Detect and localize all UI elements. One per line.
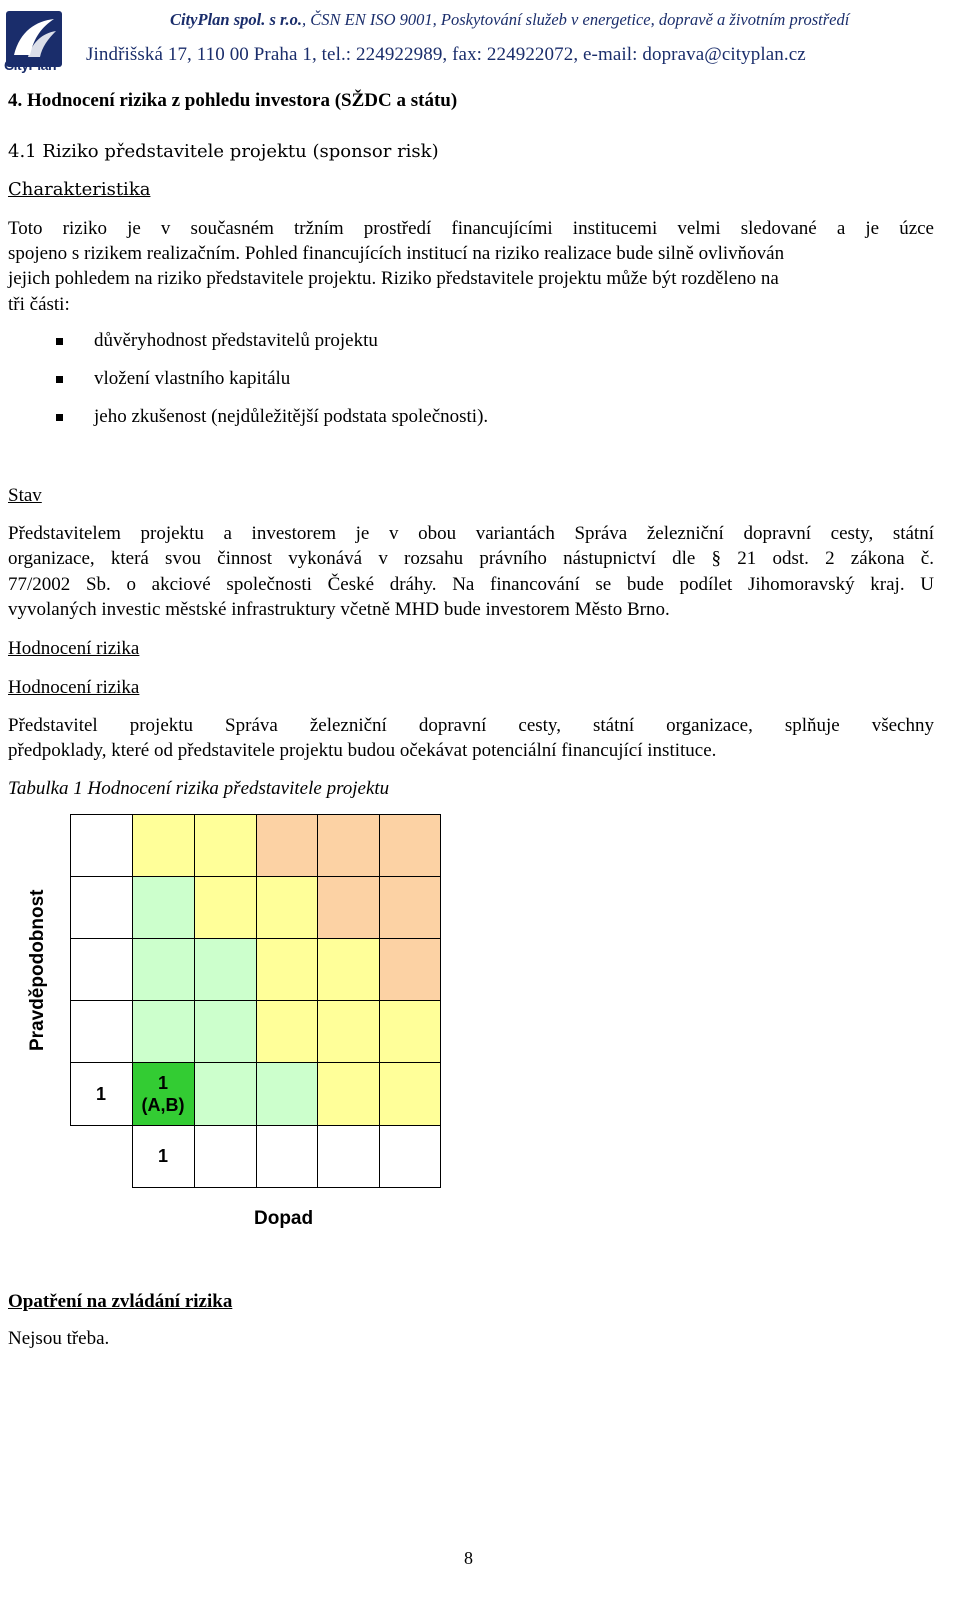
matrix-cell — [317, 814, 380, 877]
list-item: vložení vlastního kapitálu — [94, 368, 291, 389]
paragraph-line: jejich pohledem na riziko představitele projektu. Riziko představitele projektu může být rozděleno na — [8, 268, 779, 289]
paragraph-line: Toto riziko je v současném tržním prostředí financujícími institucemi velmi sledované a je úzce — [8, 218, 934, 239]
row-label: 1 — [95, 1084, 106, 1104]
matrix-cell — [317, 876, 380, 939]
matrix-cell — [132, 876, 195, 939]
matrix-cell — [132, 938, 195, 1001]
matrix-cell — [379, 938, 441, 1001]
bullet-marker — [56, 338, 63, 345]
paragraph-line: Představitelem projektu a investorem je v obou variantách Správa železniční dopravní cesty, státní — [8, 523, 934, 544]
matrix-cell — [194, 1125, 257, 1188]
hodnoceni-heading: Hodnocení rizika — [8, 638, 140, 659]
stav-heading: Stav — [8, 485, 42, 506]
matrix-cell — [194, 876, 257, 939]
bullet-marker — [56, 376, 63, 383]
header-company-line — [170, 10, 849, 30]
matrix-cell — [256, 876, 318, 939]
matrix-cell — [379, 876, 441, 939]
paragraph-line: předpoklady, které od představitele projektu budou očekávat potenciální financující instituce. — [8, 740, 717, 761]
matrix-cell — [379, 1062, 441, 1126]
x-axis-label: Dopad — [254, 1208, 314, 1229]
matrix-cell — [317, 1125, 380, 1188]
bullet-marker — [56, 414, 63, 421]
matrix-cell — [70, 814, 133, 877]
matrix-cell — [70, 876, 133, 939]
subsection-title: 4.1 Riziko představitele projektu (sponsor risk) — [8, 141, 439, 162]
list-item: důvěryhodnost představitelů projektu — [94, 330, 378, 351]
company-description: , ČSN EN ISO 9001, Poskytování služeb v energetice, dopravě a životním prostředí — [302, 10, 850, 29]
matrix-cell — [317, 938, 380, 1001]
marked-cell-label: 1 (A,B) — [141, 1073, 185, 1115]
list-item: jeho zkušenost (nejdůležitější podstata společnosti). — [94, 406, 489, 427]
matrix-cell — [379, 1125, 441, 1188]
company-name: CityPlan spol. s r.o. — [170, 10, 303, 29]
matrix-cell — [256, 1125, 318, 1188]
matrix-cell — [256, 1000, 318, 1063]
matrix-cell — [256, 814, 318, 877]
page-number: 8 — [464, 1548, 473, 1568]
paragraph-line: tři části: — [8, 294, 70, 315]
matrix-cell — [317, 1062, 380, 1126]
column-label: 1 — [157, 1146, 168, 1166]
matrix-cell — [132, 814, 195, 877]
logo-text: CityPlan — [4, 57, 57, 73]
y-axis-label: Pravděpodobnost — [27, 889, 48, 1051]
matrix-cell — [256, 938, 318, 1001]
paragraph-line: 77/2002 Sb. o akciové společnosti České dráhy. Na financování se bude podílet Jihomoravský kraj. U — [8, 574, 934, 595]
matrix-cell — [317, 1000, 380, 1063]
matrix-cell — [194, 814, 257, 877]
paragraph-line: Představitel projektu Správa železniční dopravní cesty, státní organizace, splňuje všechny — [8, 715, 934, 736]
paragraph-line: organizace, která svou činnost vykonává v rozsahu právního nástupnictví dle § 21 odst. 2 zákona č. — [8, 548, 934, 569]
matrix-cell — [194, 938, 257, 1001]
opatreni-heading: Opatření na zvládání rizika — [8, 1291, 233, 1312]
matrix-cell — [132, 1000, 195, 1063]
matrix-cell — [194, 1000, 257, 1063]
header-address-line: Jindřišská 17, 110 00 Praha 1, tel.: 224922989, fax: 224922072, e-mail: doprava@cityplan.cz — [86, 44, 806, 65]
hodnoceni-heading-repeat: Hodnocení rizika — [8, 677, 140, 698]
opatreni-text: Nejsou třeba. — [8, 1328, 110, 1349]
charakteristika-heading: Charakteristika — [8, 179, 151, 200]
table-caption: Tabulka 1 Hodnocení rizika představitele projektu — [8, 778, 390, 799]
paragraph-line: spojeno s rizikem realizačním. Pohled financujících institucí na riziko realizace bude silně ovlivňován — [8, 243, 785, 264]
matrix-cell — [379, 814, 441, 877]
matrix-cell — [379, 1000, 441, 1063]
matrix-cell — [70, 938, 133, 1001]
paragraph-line: vyvolaných investic městské infrastruktury včetně MHD bude investorem Město Brno. — [8, 599, 670, 620]
section-title: 4. Hodnocení rizika z pohledu investora (SŽDC a státu) — [8, 90, 458, 111]
matrix-cell — [194, 1062, 257, 1126]
matrix-cell — [256, 1062, 318, 1126]
matrix-cell — [70, 1000, 133, 1063]
